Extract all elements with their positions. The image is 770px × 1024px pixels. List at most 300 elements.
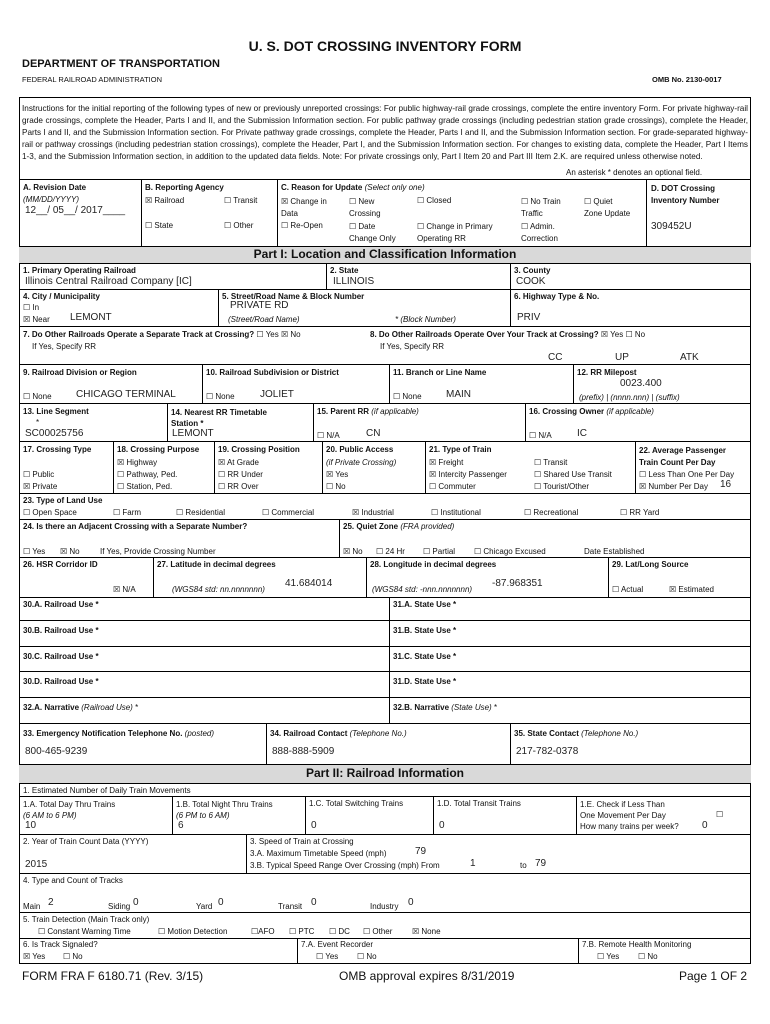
detect-none-checkbox[interactable]: ☒ None	[412, 927, 441, 936]
f21-label: 21. Type of Train	[429, 445, 492, 454]
reason-change-data-checkbox[interactable]: ☒ Change in Data	[281, 197, 327, 218]
agency-transit-checkbox[interactable]: ☐ Transit	[224, 196, 258, 205]
state-contact-field[interactable]: 217-782-0378	[516, 746, 579, 757]
f25-24: 24 Hr	[385, 547, 405, 556]
part2-title: Part II: Railroad Information	[305, 766, 464, 780]
p2-f6-yes: Yes	[32, 952, 46, 961]
f8-specify: If Yes, Specify RR	[380, 342, 445, 351]
rule	[19, 246, 751, 247]
f17-private: Private	[32, 482, 58, 491]
city-near-checkbox[interactable]: ☒ Near	[23, 315, 50, 324]
land-commercial-checkbox[interactable]: ☐ Commercial	[262, 508, 315, 517]
f3-label: 3. County	[514, 266, 551, 275]
f11-none-checkbox[interactable]: ☐ None	[393, 392, 422, 401]
f9-label: 9. Railroad Division or Region	[23, 368, 137, 377]
rule	[366, 557, 367, 597]
max-speed-field[interactable]: 79	[415, 846, 427, 857]
adjacent-no-checkbox[interactable]: ☒ No	[60, 547, 80, 556]
f7-specify: If Yes, Specify RR	[32, 342, 97, 351]
p2-f6-no: No	[72, 952, 83, 961]
agency-railroad-checkbox[interactable]: ☒ Railroad	[145, 196, 185, 205]
part1-title: Part I: Location and Classification Information	[253, 247, 517, 261]
mp-sub2: (nnnn.nnn)	[610, 393, 650, 402]
f31c-text: 31.C. State Use	[393, 652, 451, 661]
f32a-text: 32.A. Narrative	[23, 703, 80, 712]
rule	[277, 179, 278, 246]
f7-no: No	[290, 330, 301, 339]
f33-text: 33. Emergency Notification Telephone No.	[23, 729, 183, 738]
land-farm-checkbox[interactable]: ☐ Farm	[113, 508, 142, 517]
detect-ptc-checkbox[interactable]: ☐ PTC	[289, 927, 315, 936]
night-thru-trains-field[interactable]: 6	[178, 820, 184, 831]
position-over-checkbox[interactable]: ☐ RR Over	[218, 482, 259, 491]
p2-f5-none: None	[421, 927, 441, 936]
f9-none-checkbox[interactable]: ☐ None	[23, 392, 52, 401]
p2-f6-label: 6. Is Track Signaled?	[23, 940, 98, 949]
rule	[19, 764, 751, 765]
f22-less: Less Than One Per Day	[648, 470, 735, 479]
dot-label-1: D. DOT Crossing	[651, 184, 716, 193]
rule	[214, 441, 215, 493]
line-segment-field[interactable]: SC00025756	[25, 428, 84, 439]
rule	[578, 938, 579, 963]
f28-label: 28. Longitude in decimal degrees	[370, 560, 497, 569]
train-transit-checkbox[interactable]: ☐ Transit	[534, 458, 568, 467]
agency-other-checkbox[interactable]: ☐ Other	[224, 221, 254, 230]
f10-none-checkbox[interactable]: ☐ None	[206, 392, 235, 401]
less-than-one-checkbox[interactable]: ☐	[716, 810, 724, 819]
longitude-field[interactable]: -87.968351	[492, 578, 543, 589]
land-institutional-checkbox[interactable]: ☐ Institutional	[431, 508, 481, 517]
f35-text: 35. State Contact	[514, 729, 579, 738]
f32b-note: (State Use)	[451, 703, 492, 712]
reason-r4a: No Train	[530, 197, 561, 206]
rule	[19, 179, 751, 180]
f8-yes: Yes	[610, 330, 624, 339]
reason-r1b: Data	[281, 209, 298, 218]
track-siding: Siding	[108, 902, 131, 911]
state-field[interactable]: ILLINOIS	[333, 276, 375, 287]
reason-date-change-checkbox[interactable]: ☐ Date Change Only	[349, 222, 396, 243]
footer-page: Page 1 OF 2	[679, 969, 748, 983]
f31d-label: 31.D. State Use *	[393, 677, 457, 686]
f4-near: Near	[32, 315, 50, 324]
purpose-highway-checkbox[interactable]: ☒ Highway	[117, 458, 158, 467]
f8-label: 8. Do Other Railroads Operate Over Your Track at Crossing?	[370, 330, 599, 339]
crossing-owner-field[interactable]: IC	[577, 428, 587, 439]
rule	[19, 493, 751, 494]
f24-yes: Yes	[32, 547, 46, 556]
f25-label-text: 25. Quiet Zone	[343, 522, 399, 531]
f22-l1: 22. Average Passenger	[639, 446, 727, 455]
track-transit: Transit	[278, 902, 303, 911]
highway-type-field[interactable]: PRIV	[517, 312, 541, 323]
rule	[510, 289, 511, 326]
f21-freight: Freight	[438, 458, 464, 467]
f30a-text: 30.A. Railroad Use	[23, 600, 94, 609]
rule	[19, 364, 751, 365]
reason-r1a: Change in	[290, 197, 327, 206]
f28-note: (WGS84 std: -nnn.nnnnnnn)	[372, 585, 473, 594]
latitude-field[interactable]: 41.684014	[285, 578, 333, 589]
rule	[525, 403, 526, 441]
f27-label: 27. Latitude in decimal degrees	[157, 560, 276, 569]
p2-f7a-yes: Yes	[325, 952, 339, 961]
f14-label: 14. Nearest RR Timetable Station *	[171, 408, 267, 428]
type-public-checkbox[interactable]: ☐ Public	[23, 470, 55, 479]
f31a-text: 31.A. State Use	[393, 600, 451, 609]
reason-admin-correction-checkbox[interactable]: ☐ Admin. Correction	[521, 222, 558, 243]
f34-label	[270, 729, 407, 739]
rule	[19, 873, 751, 874]
milepost-field[interactable]: 0023.400	[620, 378, 662, 389]
f24-specify: If Yes, Provide Crossing Number	[100, 547, 216, 556]
detect-md-checkbox[interactable]: ☐ Motion Detection	[158, 927, 228, 936]
health-no-checkbox[interactable]: ☐ No	[638, 952, 658, 961]
recorder-no-checkbox[interactable]: ☐ No	[357, 952, 377, 961]
revision-date-field[interactable]: 12__/ 05__/ 2017____	[25, 205, 126, 216]
f17-public: Public	[32, 470, 55, 479]
reason-closed-checkbox[interactable]: ☐ Closed	[417, 196, 452, 205]
rule	[19, 263, 751, 264]
f19-grade: At Grade	[226, 458, 259, 467]
f35-note: (Telephone No.)	[581, 729, 639, 738]
rule	[389, 597, 390, 723]
train-freight-checkbox[interactable]: ☒ Freight	[429, 458, 464, 467]
train-shared-checkbox[interactable]: ☐ Shared Use Transit	[534, 470, 612, 479]
p2-f5-ptc: PTC	[298, 927, 315, 936]
access-yes-checkbox[interactable]: ☒ Yes	[326, 470, 349, 479]
rule	[573, 364, 574, 403]
quiet-partial-checkbox[interactable]: ☐ Partial	[423, 547, 456, 556]
f19-over: RR Over	[227, 482, 259, 491]
city-in-checkbox[interactable]: ☐ In	[23, 303, 40, 312]
detect-afo-checkbox[interactable]: ☐AFO	[251, 927, 275, 936]
f34-text: 34. Railroad Contact	[270, 729, 348, 738]
f14-l1: 14. Nearest RR Timetable	[171, 408, 267, 417]
f4-label: 4. City / Municipality	[23, 292, 100, 301]
f16-na: N/A	[538, 431, 552, 440]
track-industry-field[interactable]: 0	[408, 897, 414, 908]
p2-f2-label: 2. Year of Train Count Data (YYYY)	[23, 837, 149, 846]
f30b-label: 30.B. Railroad Use *	[23, 626, 99, 635]
f19-under: RR Under	[227, 470, 263, 479]
rule	[141, 179, 142, 246]
position-grade-checkbox[interactable]: ☒ At Grade	[218, 458, 259, 467]
f30a-label: 30.A. Railroad Use *	[23, 600, 99, 609]
rule	[266, 723, 267, 764]
f20-note: (if Private Crossing)	[326, 458, 397, 467]
speed-from-field[interactable]: 1	[470, 858, 476, 869]
f30d-label: 30.D. Railroad Use *	[23, 677, 99, 686]
rule	[635, 441, 636, 493]
emergency-phone-field[interactable]: 800-465-9239	[25, 746, 88, 757]
p2-f1a-label	[23, 799, 115, 821]
f23-rr: RR Yard	[629, 508, 660, 517]
f25-note: (FRA provided)	[400, 522, 455, 531]
city-field[interactable]: LEMONT	[70, 312, 112, 323]
f25-no: No	[352, 547, 363, 556]
f7-label: 7. Do Other Railroads Operate a Separate Track at Crossing?	[23, 330, 255, 339]
train-tourist-checkbox[interactable]: ☐ Tourist/Other	[534, 482, 590, 491]
county-field[interactable]: COOK	[516, 276, 546, 287]
reason-change-primary-checkbox[interactable]: ☐ Change in Primary Operating RR	[417, 222, 493, 243]
p2-f3-label: 3. Speed of Train at Crossing	[250, 837, 354, 846]
agency-state-checkbox[interactable]: ☐ State	[145, 221, 174, 230]
f8-rr3[interactable]: ATK	[680, 352, 699, 363]
revision-date-label: A. Revision Date	[23, 183, 87, 192]
footer-omb-expiry: OMB approval expires 8/31/2019	[339, 969, 515, 983]
p2-f1b-text: 1.B. Total Night Thru Trains	[176, 800, 273, 809]
reason-r4b: Traffic	[521, 209, 543, 218]
mp-sub1: (prefix)	[579, 393, 604, 402]
reason-r5b: Zone Update	[584, 209, 631, 218]
switching-trains-field[interactable]: 0	[311, 820, 317, 831]
parent-rr-field[interactable]: CN	[366, 428, 381, 439]
agency-other-text: Other	[233, 221, 254, 230]
rule	[19, 723, 751, 724]
f23-open: Open Space	[32, 508, 77, 517]
f29-label: 29. Lat/Long Source	[612, 560, 689, 569]
land-recreational-checkbox[interactable]: ☐ Recreational	[524, 508, 579, 517]
f30d-text: 30.D. Railroad Use	[23, 677, 94, 686]
dot-crossing-number[interactable]: 309452U	[651, 221, 692, 232]
f22-l2: Train Count Per Day	[639, 458, 716, 467]
land-industrial-checkbox[interactable]: ☒ Industrial	[352, 508, 394, 517]
f22-number: Number Per Day	[648, 482, 708, 491]
f35-label	[514, 729, 638, 739]
reason-r9b: Correction	[521, 234, 558, 243]
f21-tourist: Tourist/Other	[543, 482, 590, 491]
year-train-count-field[interactable]: 2015	[25, 859, 48, 870]
detect-dc-checkbox[interactable]: ☐ DC	[329, 927, 350, 936]
rule	[322, 441, 323, 493]
rule	[19, 671, 751, 672]
reason-reopen-checkbox[interactable]: ☐ Re-Open	[281, 221, 323, 230]
f31d-text: 31.D. State Use	[393, 677, 451, 686]
f30b-text: 30.B. Railroad Use	[23, 626, 94, 635]
f24-label: 24. Is there an Adjacent Crossing with a Separate Number?	[23, 522, 248, 531]
f8-question: 8. Do Other Railroads Operate Over Your Track at Crossing? ☒ Yes ☐ No	[370, 330, 646, 339]
f5-label: 5. Street/Road Name & Block Number	[222, 292, 365, 301]
p2-f1a-text: 1.A. Total Day Thru Trains	[23, 800, 116, 809]
p2-f5-label	[23, 915, 149, 925]
timetable-station-field[interactable]: LEMONT	[172, 428, 214, 439]
reason-quiet-zone-checkbox[interactable]: ☐ Quiet Zone Update	[584, 197, 631, 218]
trains-per-week-field[interactable]: 0	[702, 820, 708, 831]
primary-railroad-field[interactable]: Illinois Central Railroad Company [IC]	[25, 276, 192, 287]
track-yard-field[interactable]: 0	[218, 897, 224, 908]
position-under-checkbox[interactable]: ☐ RR Under	[218, 470, 263, 479]
f8-rr2[interactable]: UP	[615, 352, 629, 363]
mp-sub3: (suffix)	[655, 393, 680, 402]
rule	[19, 834, 751, 835]
rule	[19, 796, 751, 797]
land-rryard-checkbox[interactable]: ☐ RR Yard	[620, 508, 660, 517]
f31b-label: 31.B. State Use *	[393, 626, 457, 635]
land-open-checkbox[interactable]: ☐ Open Space	[23, 508, 77, 517]
recorder-yes-checkbox[interactable]: ☐ Yes	[316, 952, 339, 961]
purpose-pathway-checkbox[interactable]: ☐ Pathway, Ped.	[117, 470, 178, 479]
p2-f3b-label: 3.B. Typical Speed Range Over Crossing (mph) From	[250, 861, 440, 870]
f24-no: No	[69, 547, 80, 556]
f16-label	[529, 407, 654, 417]
p2-f5-cwt: Constant Warning Time	[47, 927, 131, 936]
adjacent-yes-checkbox[interactable]: ☐ Yes	[23, 547, 46, 556]
p2-f7b-label: 7.B. Remote Health Monitoring	[582, 940, 692, 949]
street-name-sublabel: (Street/Road Name)	[228, 315, 300, 324]
f20-label: 20. Public Access	[326, 445, 394, 454]
f11-none: None	[402, 392, 422, 401]
rule	[172, 796, 173, 834]
latlong-estimated-checkbox[interactable]: ☒ Estimated	[669, 585, 714, 594]
purpose-station-checkbox[interactable]: ☐ Station, Ped.	[117, 482, 173, 491]
quiet-chicago-checkbox[interactable]: ☐ Chicago Excused	[474, 547, 546, 556]
rule	[433, 796, 434, 834]
branch-field[interactable]: MAIN	[446, 389, 471, 400]
track-yard: Yard	[196, 902, 213, 911]
reason-r5a: Quiet	[593, 197, 613, 206]
passenger-count-field[interactable]: 16	[720, 479, 732, 490]
rule	[19, 597, 751, 598]
f20-no: No	[335, 482, 346, 491]
f30c-label: 30.C. Railroad Use *	[23, 652, 99, 661]
reason-label-text: C. Reason for Update	[281, 183, 363, 192]
p2-f5-afo: AFO	[258, 927, 275, 936]
f17-label: 17. Crossing Type	[23, 445, 92, 454]
signaled-yes-checkbox[interactable]: ☒ Yes	[23, 952, 46, 961]
hsr-na-checkbox[interactable]: ☒ N/A	[113, 585, 136, 594]
transit-trains-field[interactable]: 0	[439, 820, 445, 831]
p2-f5-other: Other	[372, 927, 393, 936]
rule	[19, 289, 751, 290]
reason-label	[281, 183, 425, 193]
f13-label: 13. Line Segment	[23, 407, 89, 416]
rule	[167, 403, 168, 441]
f21-commuter: Commuter	[438, 482, 476, 491]
rule	[326, 263, 327, 289]
track-industry: Industry	[370, 902, 399, 911]
detect-other-checkbox[interactable]: ☐ Other	[363, 927, 393, 936]
street-field[interactable]: PRIVATE RD	[230, 300, 289, 311]
footer-form-number: FORM FRA F 6180.71 (Rev. 3/15)	[22, 969, 204, 983]
land-residential-checkbox[interactable]: ☐ Residential	[176, 508, 225, 517]
reason-new-crossing-checkbox[interactable]: ☐ New Crossing	[349, 197, 381, 218]
train-commuter-checkbox[interactable]: ☐ Commuter	[429, 482, 476, 491]
f23-farm: Farm	[122, 508, 142, 517]
f30c-text: 30.C. Railroad Use	[23, 652, 94, 661]
f15-label	[317, 407, 419, 417]
passenger-less-checkbox[interactable]: ☐ Less Than One Per Day	[639, 470, 735, 479]
dot-label-2: Inventory Number	[651, 196, 720, 205]
dot-crossing-label	[651, 183, 719, 207]
quiet-no-checkbox[interactable]: ☒ No	[343, 547, 363, 556]
f8-rr1[interactable]: CC	[548, 352, 563, 363]
f26-label: 26. HSR Corridor ID	[23, 560, 98, 569]
track-transit-field[interactable]: 0	[311, 897, 317, 908]
signaled-no-checkbox[interactable]: ☐ No	[63, 952, 83, 961]
reason-note: (Select only one)	[364, 183, 425, 192]
reason-r9a: Admin.	[529, 222, 555, 231]
p2-f7a-no: No	[366, 952, 377, 961]
track-main-field[interactable]: 2	[48, 897, 54, 908]
f18-hwy: Highway	[126, 458, 158, 467]
agency-name: FEDERAL RAILROAD ADMINISTRATION	[22, 75, 163, 84]
p2-f1d-label: 1.D. Total Transit Trains	[437, 799, 521, 808]
omb-number: OMB No. 2130-0017	[652, 75, 722, 84]
rule	[297, 938, 298, 963]
rule	[576, 796, 577, 834]
rule	[19, 938, 751, 939]
f25-partial: Partial	[432, 547, 456, 556]
form-title: U. S. DOT CROSSING INVENTORY FORM	[248, 38, 522, 54]
subdivision-field[interactable]: JOLIET	[260, 389, 294, 400]
detect-cwt-checkbox[interactable]: ☐ Constant Warning Time	[38, 927, 131, 936]
rule	[19, 403, 751, 404]
f16-label-text: 16. Crossing Owner	[529, 407, 605, 416]
rule	[218, 289, 219, 326]
f1-label: 1. Primary Operating Railroad	[23, 266, 136, 275]
access-no-checkbox[interactable]: ☐ No	[326, 482, 346, 491]
f20-yes: Yes	[335, 470, 349, 479]
latlong-actual-checkbox[interactable]: ☐ Actual	[612, 585, 644, 594]
rule	[19, 697, 751, 698]
reason-no-train-checkbox[interactable]: ☐ No Train Traffic	[521, 197, 561, 218]
block-number-sublabel: * (Block Number)	[395, 315, 456, 324]
type-private-checkbox[interactable]: ☒ Private	[23, 482, 58, 491]
agency-state-text: State	[154, 221, 174, 230]
rule	[19, 519, 751, 520]
agency-railroad-text: Railroad	[154, 196, 185, 205]
f16-na-checkbox[interactable]: ☐ N/A	[529, 431, 552, 440]
reporting-agency-label: B. Reporting Agency	[145, 183, 224, 192]
railroad-contact-field[interactable]: 888-888-5909	[272, 746, 335, 757]
part1-band	[19, 246, 751, 263]
f31c-label: 31.C. State Use *	[393, 652, 457, 661]
p2-f1e-l3: How many trains per week?	[580, 822, 679, 831]
f6-label: 6. Highway Type & No.	[514, 292, 600, 301]
f15-note: (if applicable)	[371, 407, 419, 416]
quiet-24-checkbox[interactable]: ☐ 24 Hr	[376, 547, 405, 556]
rule	[425, 441, 426, 493]
f7-yes: Yes	[265, 330, 279, 339]
f32b-label: 32.B. Narrative (State Use) *	[393, 703, 498, 712]
rule	[19, 646, 751, 647]
p2-f7b-no: No	[647, 952, 658, 961]
rule	[313, 403, 314, 441]
f2-label: 2. State	[330, 266, 359, 275]
division-field[interactable]: CHICAGO TERMINAL	[76, 389, 176, 400]
track-siding-field[interactable]: 0	[133, 897, 139, 908]
f26-na: N/A	[122, 585, 136, 594]
asterisk-note: An asterisk * denotes an optional field.	[566, 168, 703, 177]
p2-f5-dc: DC	[338, 927, 350, 936]
rule	[646, 179, 647, 246]
frame-bottom	[19, 963, 751, 964]
p2-f7a-label: 7.A. Event Recorder	[301, 940, 374, 949]
day-thru-trains-field[interactable]: 10	[25, 820, 37, 831]
rule	[339, 519, 340, 557]
health-yes-checkbox[interactable]: ☐ Yes	[597, 952, 620, 961]
f29-est: Estimated	[678, 585, 714, 594]
rule	[19, 441, 751, 442]
f15-na-checkbox[interactable]: ☐ N/A	[317, 431, 340, 440]
passenger-number-checkbox[interactable]: ☒ Number Per Day	[639, 482, 708, 491]
speed-to-field[interactable]: 79	[535, 858, 547, 869]
p2-f1e-l2: One Movement Per Day	[580, 811, 666, 820]
train-intercity-checkbox[interactable]: ☒ Intercity Passenger	[429, 470, 507, 479]
part2-band	[19, 764, 751, 783]
